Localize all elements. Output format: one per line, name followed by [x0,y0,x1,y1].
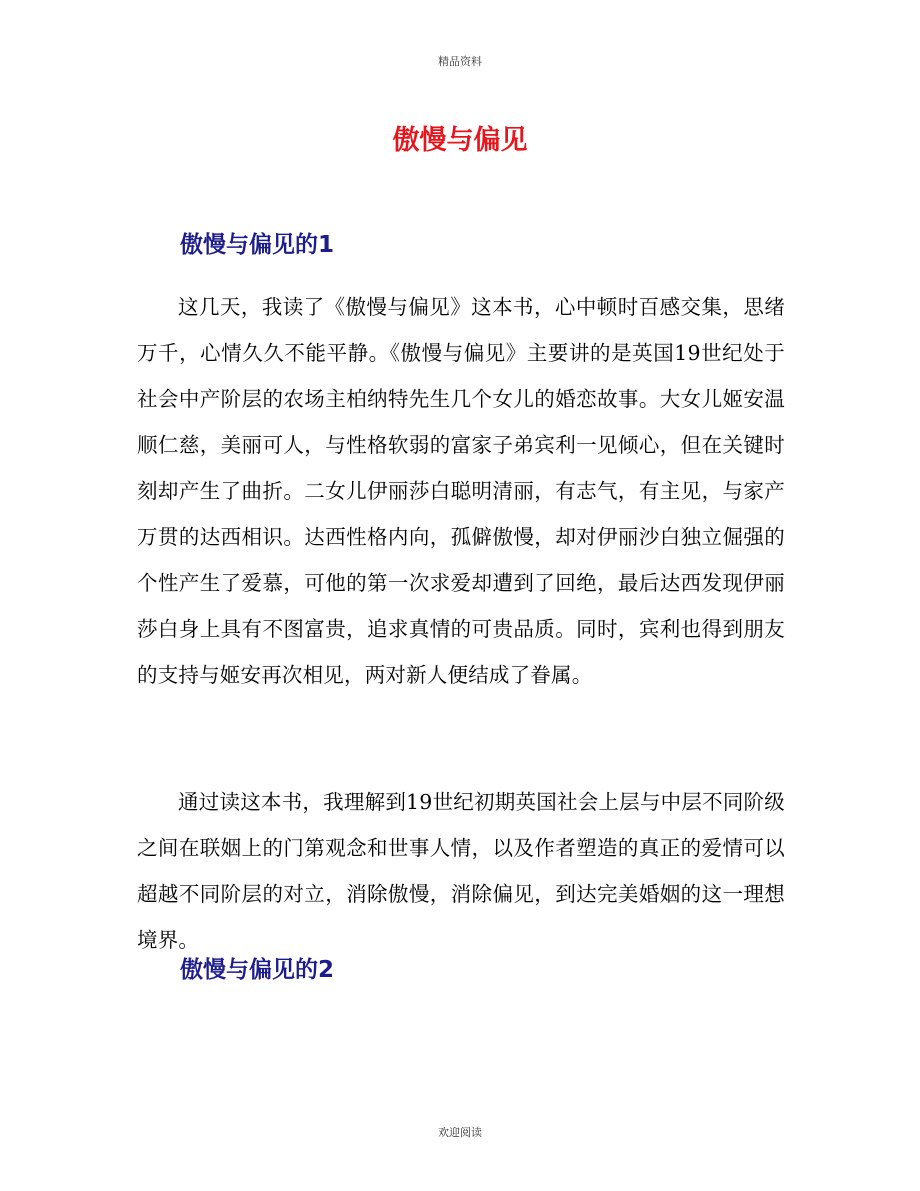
page-footer: 欢迎阅读 [438,1126,482,1139]
paragraph-2: 通过读这本书，我理解到19世纪初期英国社会上层与中层不同阶级之间在联姻上的门第观念和世事人情，以及作者塑造的真正的爱情可以超越不同阶层的对立，消除傲慢，消除偏见，到达完美婚姻的这一理想境界。 [137,790,785,952]
paragraph-1: 这几天，我读了《傲慢与偏见》这本书，心中顿时百感交集，思绪万千，心情久久不能平静。《傲慢与偏见》主要讲的是英国19世纪处于社会中产阶层的农场主柏纳特先生几个女儿的婚恋故事。大女儿姬安温顺仁慈，美丽可人，与性格软弱的富家子弟宾利一见倾心，但在关键时刻却产生了曲折。二女儿伊丽莎白聪明清丽，有志气，有主见，与家产万贯的达西相识。达西性格内向，孤僻傲慢，却对伊丽沙白独立倔强的个性产生了爱慕，可他的第一次求爱却遭到了回绝，最后达西发现伊丽莎白身上具有不图富贵，追求真情的可贵品质。同时，宾利也得到朋友的支持与姬安再次相见，两对新人便结成了眷属。 [137,295,785,687]
section-heading-1: 傲慢与偏见的1 [180,232,335,258]
document-title: 傲慢与偏见 [392,125,528,156]
page-header: 精品资料 [438,55,482,68]
section-heading-2: 傲慢与偏见的2 [180,957,335,983]
